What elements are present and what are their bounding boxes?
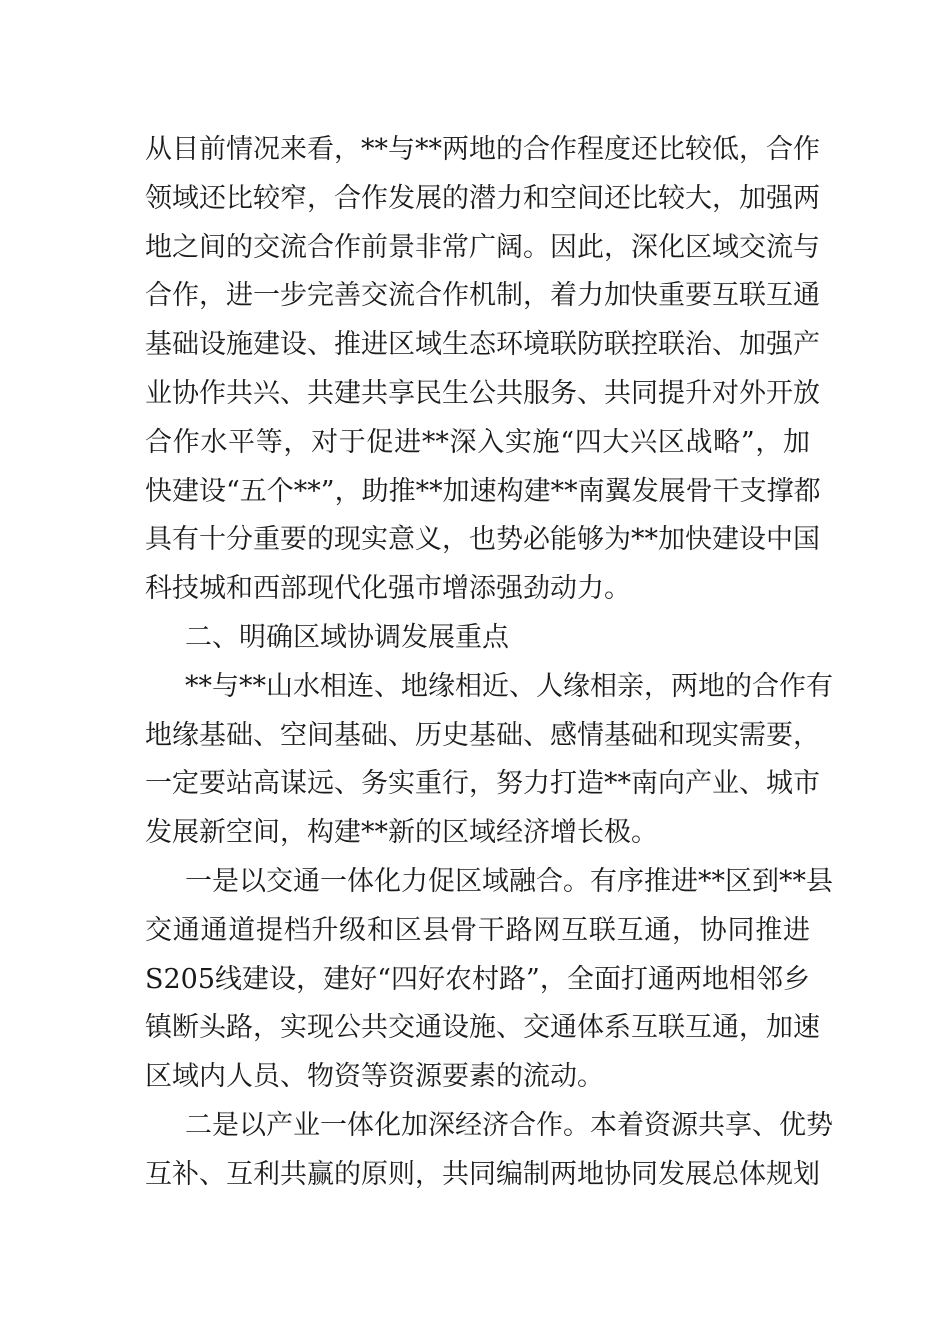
paragraph-line: 区域内人员、物资等资源要素的流动。 [145, 1061, 604, 1093]
paragraph-line: **与**山水相连、地缘相近、人缘相亲，两地的合作有 [185, 670, 833, 702]
paragraph-line: 快建设“五个**”，助推**加速构建**南翼发展骨干支撑都 [145, 475, 821, 507]
paragraph-line: 交通通道提档升级和区县骨干路网互联互通，协同推进 [145, 914, 810, 946]
paragraph-line: 发展新空间，构建**新的区域经济增长极。 [145, 817, 658, 849]
paragraph-line: 地缘基础、空间基础、历史基础、感情基础和现实需要， [145, 719, 820, 751]
paragraph-line: 具有十分重要的现实意义，也势必能够为**加快建设中国 [145, 524, 820, 556]
section-heading: 二、明确区域协调发展重点 [185, 621, 509, 653]
paragraph-line: 基础设施建设、推进区域生态环境联防联控联治、加强产 [145, 329, 820, 361]
paragraph-line: 业协作共兴、共建共享民生公共服务、共同提升对外开放 [145, 377, 820, 409]
document-body [145, 126, 833, 1200]
paragraph-line: 二是以产业一体化加深经济合作。本着资源共享、优势 [185, 1109, 833, 1141]
paragraph-line: 互补、互利共赢的原则，共同编制两地协同发展总体规划 [145, 1158, 820, 1190]
paragraph-line: 镇断头路，实现公共交通设施、交通体系互联互通，加速 [145, 1012, 820, 1044]
paragraph-line: 合作，进一步完善交流合作机制，着力加快重要互联互通 [145, 280, 820, 312]
paragraph-line: 领域还比较窄，合作发展的潜力和空间还比较大，加强两 [145, 182, 820, 214]
paragraph-line: S205线建设，建好“四好农村路”，全面打通两地相邻乡 [145, 963, 810, 995]
paragraph-line: 从目前情况来看，**与**两地的合作程度还比较低，合作 [145, 134, 820, 165]
paragraph-line: 地之间的交流合作前景非常广阔。因此，深化区域交流与 [145, 231, 820, 263]
paragraph-line: 科技城和西部现代化强市增添强劲动力。 [145, 573, 631, 605]
paragraph-line: 一定要站高谋远、务实重行，努力打造**南向产业、城市 [145, 768, 820, 800]
paragraph-line: 一是以交通一体化力促区域融合。有序推进**区到**县 [185, 865, 833, 897]
paragraph-line: 合作水平等，对于促进**深入实施“四大兴区战略”，加 [145, 426, 810, 458]
